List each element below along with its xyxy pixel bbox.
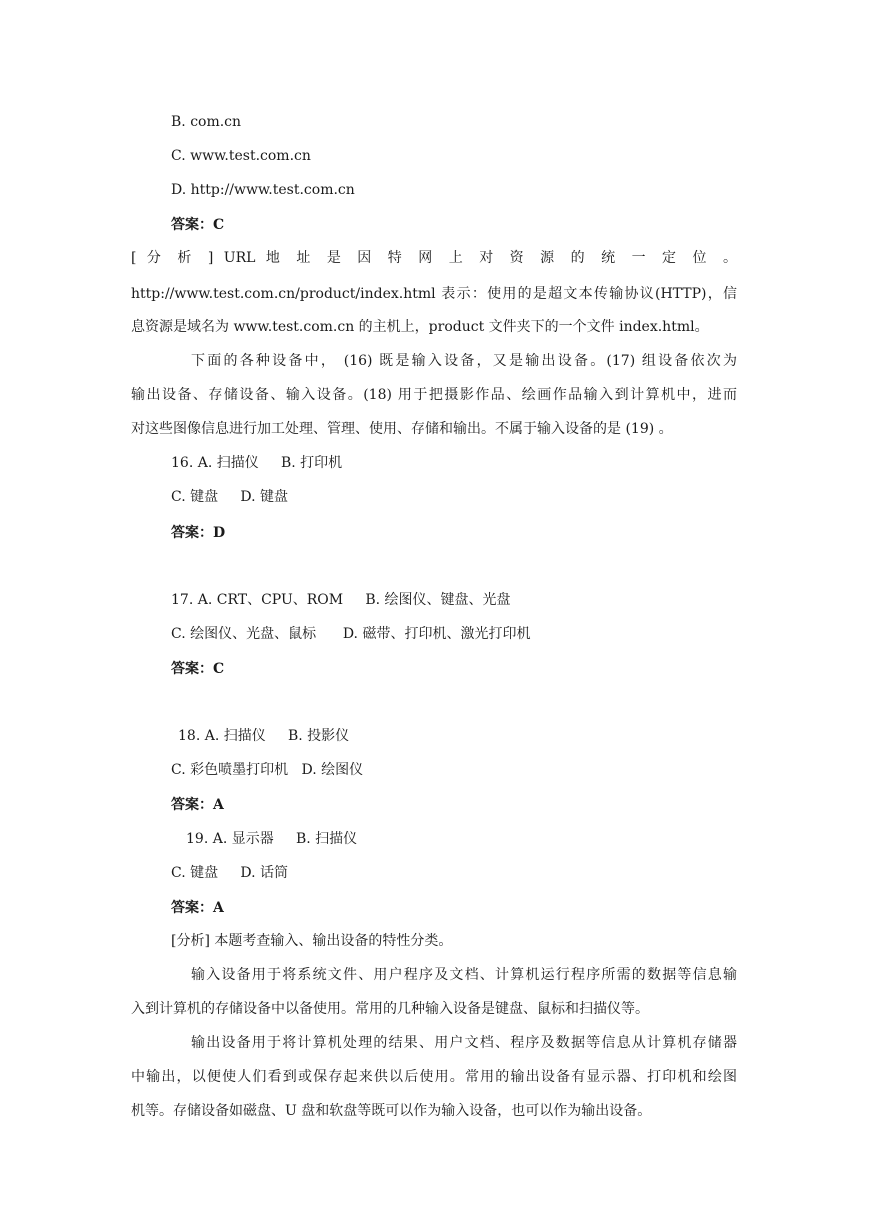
option-c: C. www.test.com.cn [171,148,311,164]
q18-options-ab: 18. A. 扫描仪 B. 投影仪 [178,728,350,744]
q17-options-cd: C. 绘图仪、光盘、鼠标 D. 磁带、打印机、激光打印机 [171,626,531,642]
q16-options-ab: 16. A. 扫描仪 B. 打印机 [171,455,343,471]
output-paragraph-line: 输出设备用于将计算机处理的结果、用户文档、程序及数据等信息从计算机存储器 [191,1035,737,1051]
option-d: D. http://www.test.com.cn [171,182,355,198]
analysis-paragraph-line: http://www.test.com.cn/product/index.html 表示：使用的是超文本传输协议(HTTP)，信 [131,286,737,302]
q18-options-cd: C. 彩色喷墨打印机 D. 绘图仪 [171,762,364,778]
question-paragraph-line: 对这些图像信息进行加工处理、管理、使用、存储和输出。不属于输入设备的是 (19) 。 [131,421,673,437]
input-paragraph-line: 输入设备用于将系统文件、用户程序及文档、计算机运行程序所需的数据等信息输 [191,967,737,983]
output-paragraph-line: 机等。存储设备如磁盘、U 盘和软盘等既可以作为输入设备，也可以作为输出设备。 [131,1103,652,1119]
answer-label: 答案：C [171,661,225,677]
question-paragraph-line: 输出设备、存储设备、输入设备。(18) 用于把摄影作品、绘画作品输入到计算机中，进而 [131,387,737,403]
answer-label: 答案：C [171,217,225,233]
analysis-heading: [分析] 本题考查输入、输出设备的特性分类。 [171,933,453,949]
analysis-paragraph-line: [ 分 析 ] URL 地 址 是 因 特 网 上 对 资 源 的 统 一 定 位 。 [131,250,737,266]
answer-label: 答案：D [171,525,226,541]
output-paragraph-line: 中输出，以便使人们看到或保存起来供以后使用。常用的输出设备有显示器、打印机和绘图 [131,1069,737,1085]
answer-label: 答案：A [171,797,224,813]
q19-options-ab: 19. A. 显示器 B. 扫描仪 [186,831,358,847]
option-b: B. com.cn [171,114,242,130]
q19-options-cd: C. 键盘 D. 话筒 [171,865,288,881]
answer-label: 答案：A [171,900,224,916]
q16-options-cd: C. 键盘 D. 键盘 [171,489,288,505]
analysis-paragraph-line: 息资源是域名为 www.test.com.cn 的主机上，product 文件夹下的一个文件 index.html。 [131,319,709,335]
input-paragraph-line: 入到计算机的存储设备中以备使用。常用的几种输入设备是键盘、鼠标和扫描仪等。 [131,1001,649,1017]
q17-options-ab: 17. A. CRT、CPU、ROM B. 绘图仪、键盘、光盘 [171,592,511,608]
question-paragraph-line: 下面的各种设备中， (16) 既是输入设备，又是输出设备。(17) 组设备依次为 [191,353,737,369]
